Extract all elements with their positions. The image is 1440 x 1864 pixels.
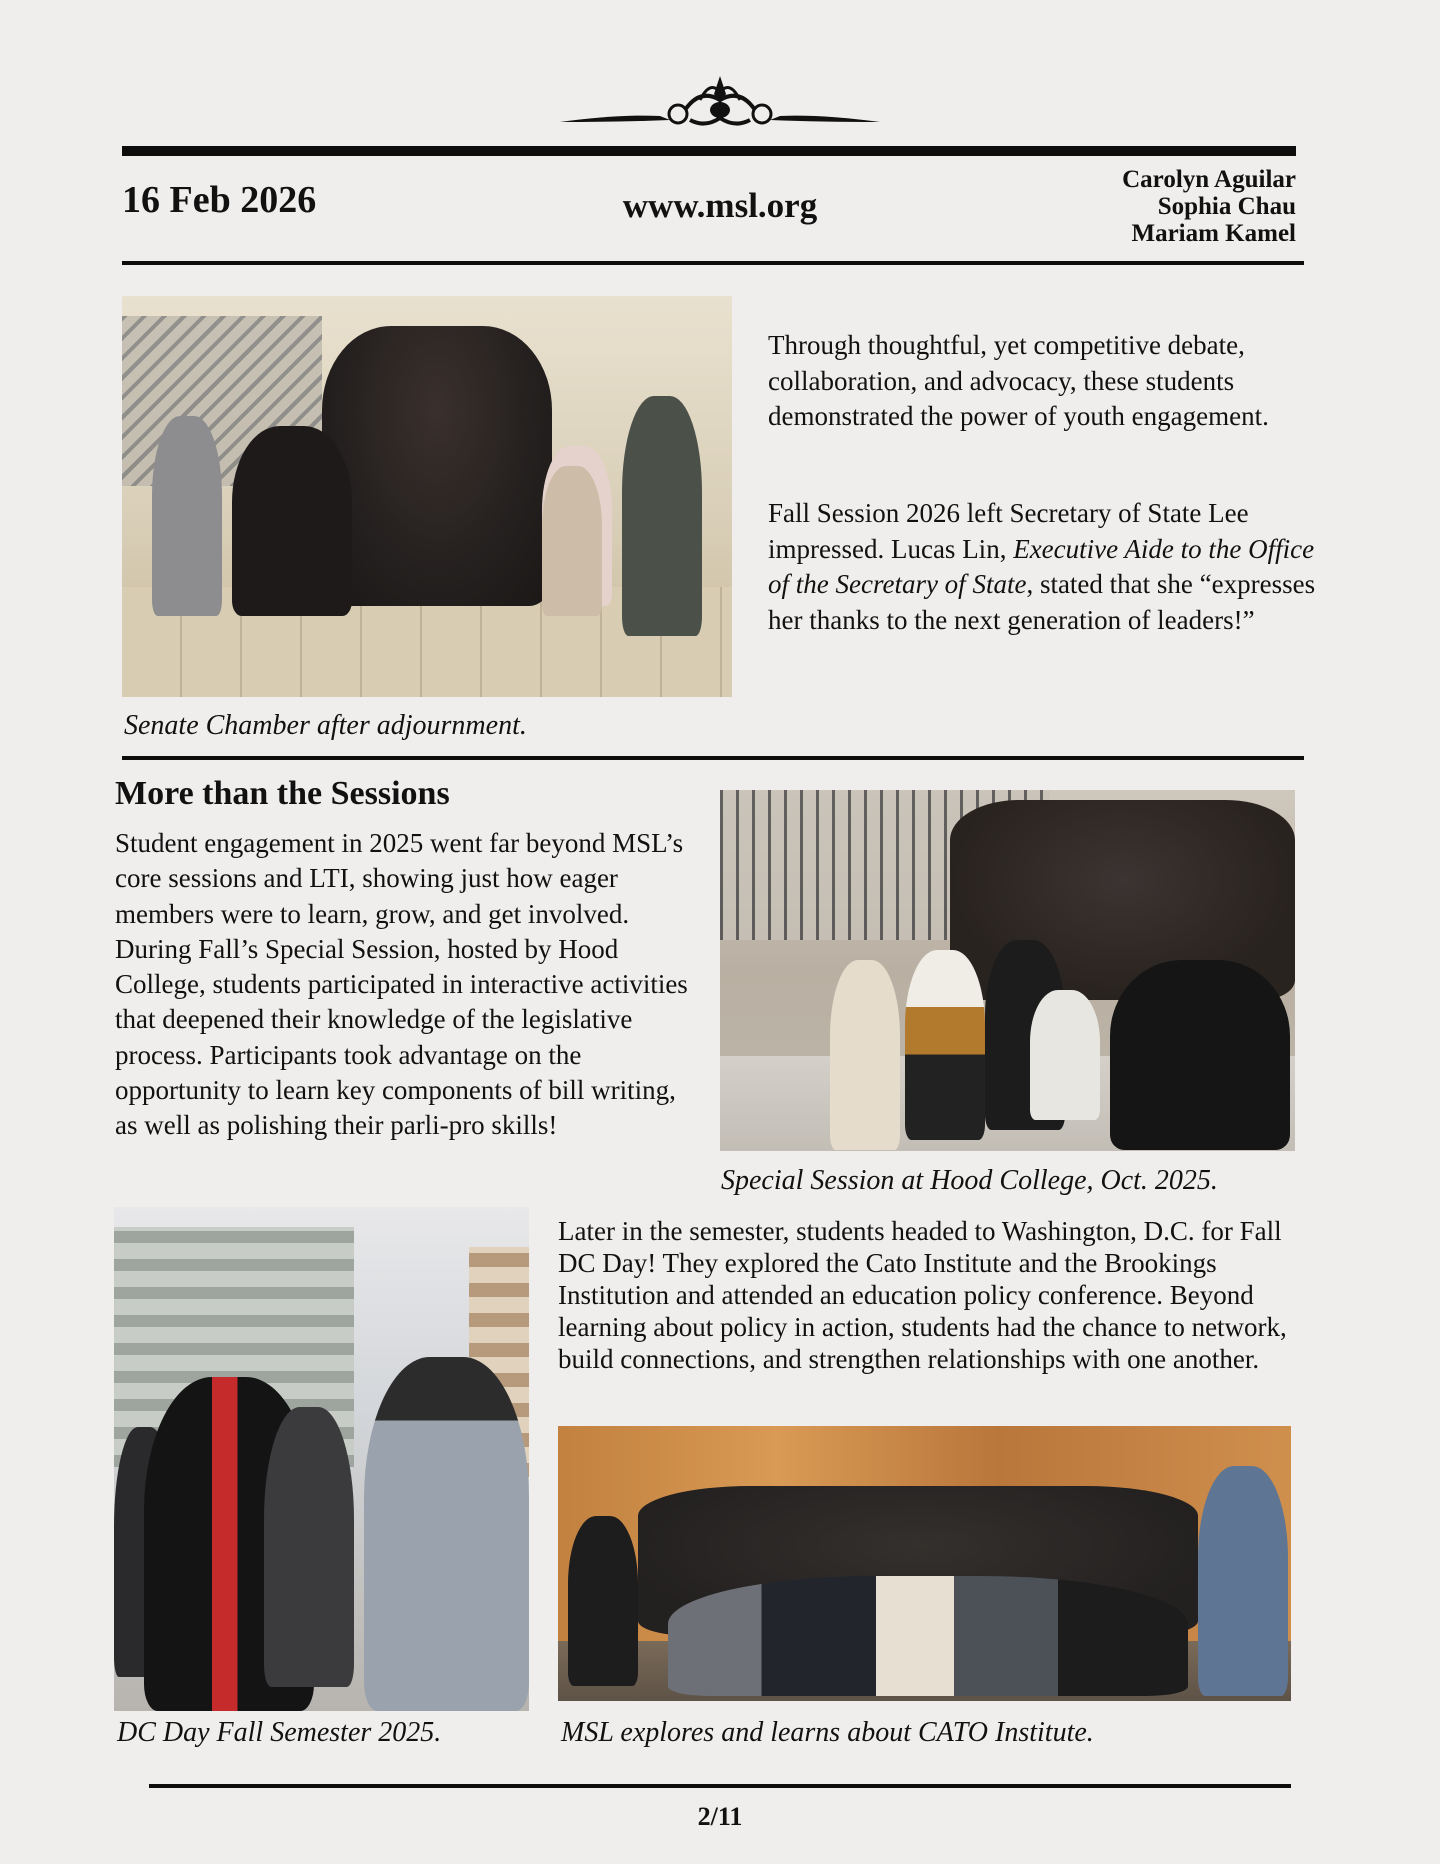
header-top-rule xyxy=(122,146,1296,156)
issue-date: 16 Feb 2026 xyxy=(122,179,317,221)
author-name: Mariam Kamel xyxy=(1131,220,1296,247)
author-list xyxy=(1122,166,1296,247)
author-name: Carolyn Aguilar xyxy=(1122,166,1296,193)
section-heading: More than the Sessions xyxy=(115,775,450,812)
secretary-paragraph xyxy=(768,496,1328,638)
photo-caption: Senate Chamber after adjournment. xyxy=(124,710,527,741)
author-name: Sophia Chau xyxy=(1157,193,1296,220)
intro-paragraph: Through thoughtful, yet competitive debate, collaboration, and advocacy, these students demonstrated the power of youth engagement. xyxy=(768,330,1269,431)
photo-caption: MSL explores and learns about CATO Institute. xyxy=(561,1717,1094,1748)
sessions-paragraph: Student engagement in 2025 went far beyond MSL’s core sessions and LTI, showing just how eager members were to learn, grow, and get involved. During Fall’s Special Session, hosted by Hood College, students participated in interactive activities that deepened their knowledge of the legislative process. Participants took advantage on the opportunity to learn key components of bill writing, as well as polishing their parli-pro skills! xyxy=(115,828,688,1141)
text-run: , stated that she “expresses her thanks to the next generation of leaders!” xyxy=(768,569,1316,635)
page-number: 2/11 xyxy=(697,1802,743,1831)
senate-chamber-photo xyxy=(122,296,732,697)
section-divider xyxy=(122,756,1304,760)
header-bottom-rule xyxy=(122,261,1304,265)
text-run: Fall Session 2026 left Secretary of State Lee impressed. Lucas Lin, xyxy=(768,498,1249,564)
cato-institute-photo xyxy=(558,1426,1291,1701)
dc-day-paragraph: Later in the semester, students headed to Washington, D.C. for Fall DC Day! They explored the Cato Institute and the Brookings Institution and attended an education policy conference. Beyond learning about policy in action, students had the chance to network, build connections, and strengthen relationships with one another. xyxy=(558,1216,1287,1374)
website-link[interactable]: www.msl.org xyxy=(622,186,818,225)
photo-caption: DC Day Fall Semester 2025. xyxy=(117,1717,442,1748)
dc-day-photo xyxy=(114,1207,529,1711)
photo-caption: Special Session at Hood College, Oct. 2025. xyxy=(721,1165,1218,1196)
hood-college-photo xyxy=(720,790,1295,1151)
flourish-ornament-icon xyxy=(560,70,880,134)
aide-title: Executive Aide to the Office of the Secretary of State xyxy=(768,533,1315,599)
footer-rule xyxy=(149,1784,1291,1788)
